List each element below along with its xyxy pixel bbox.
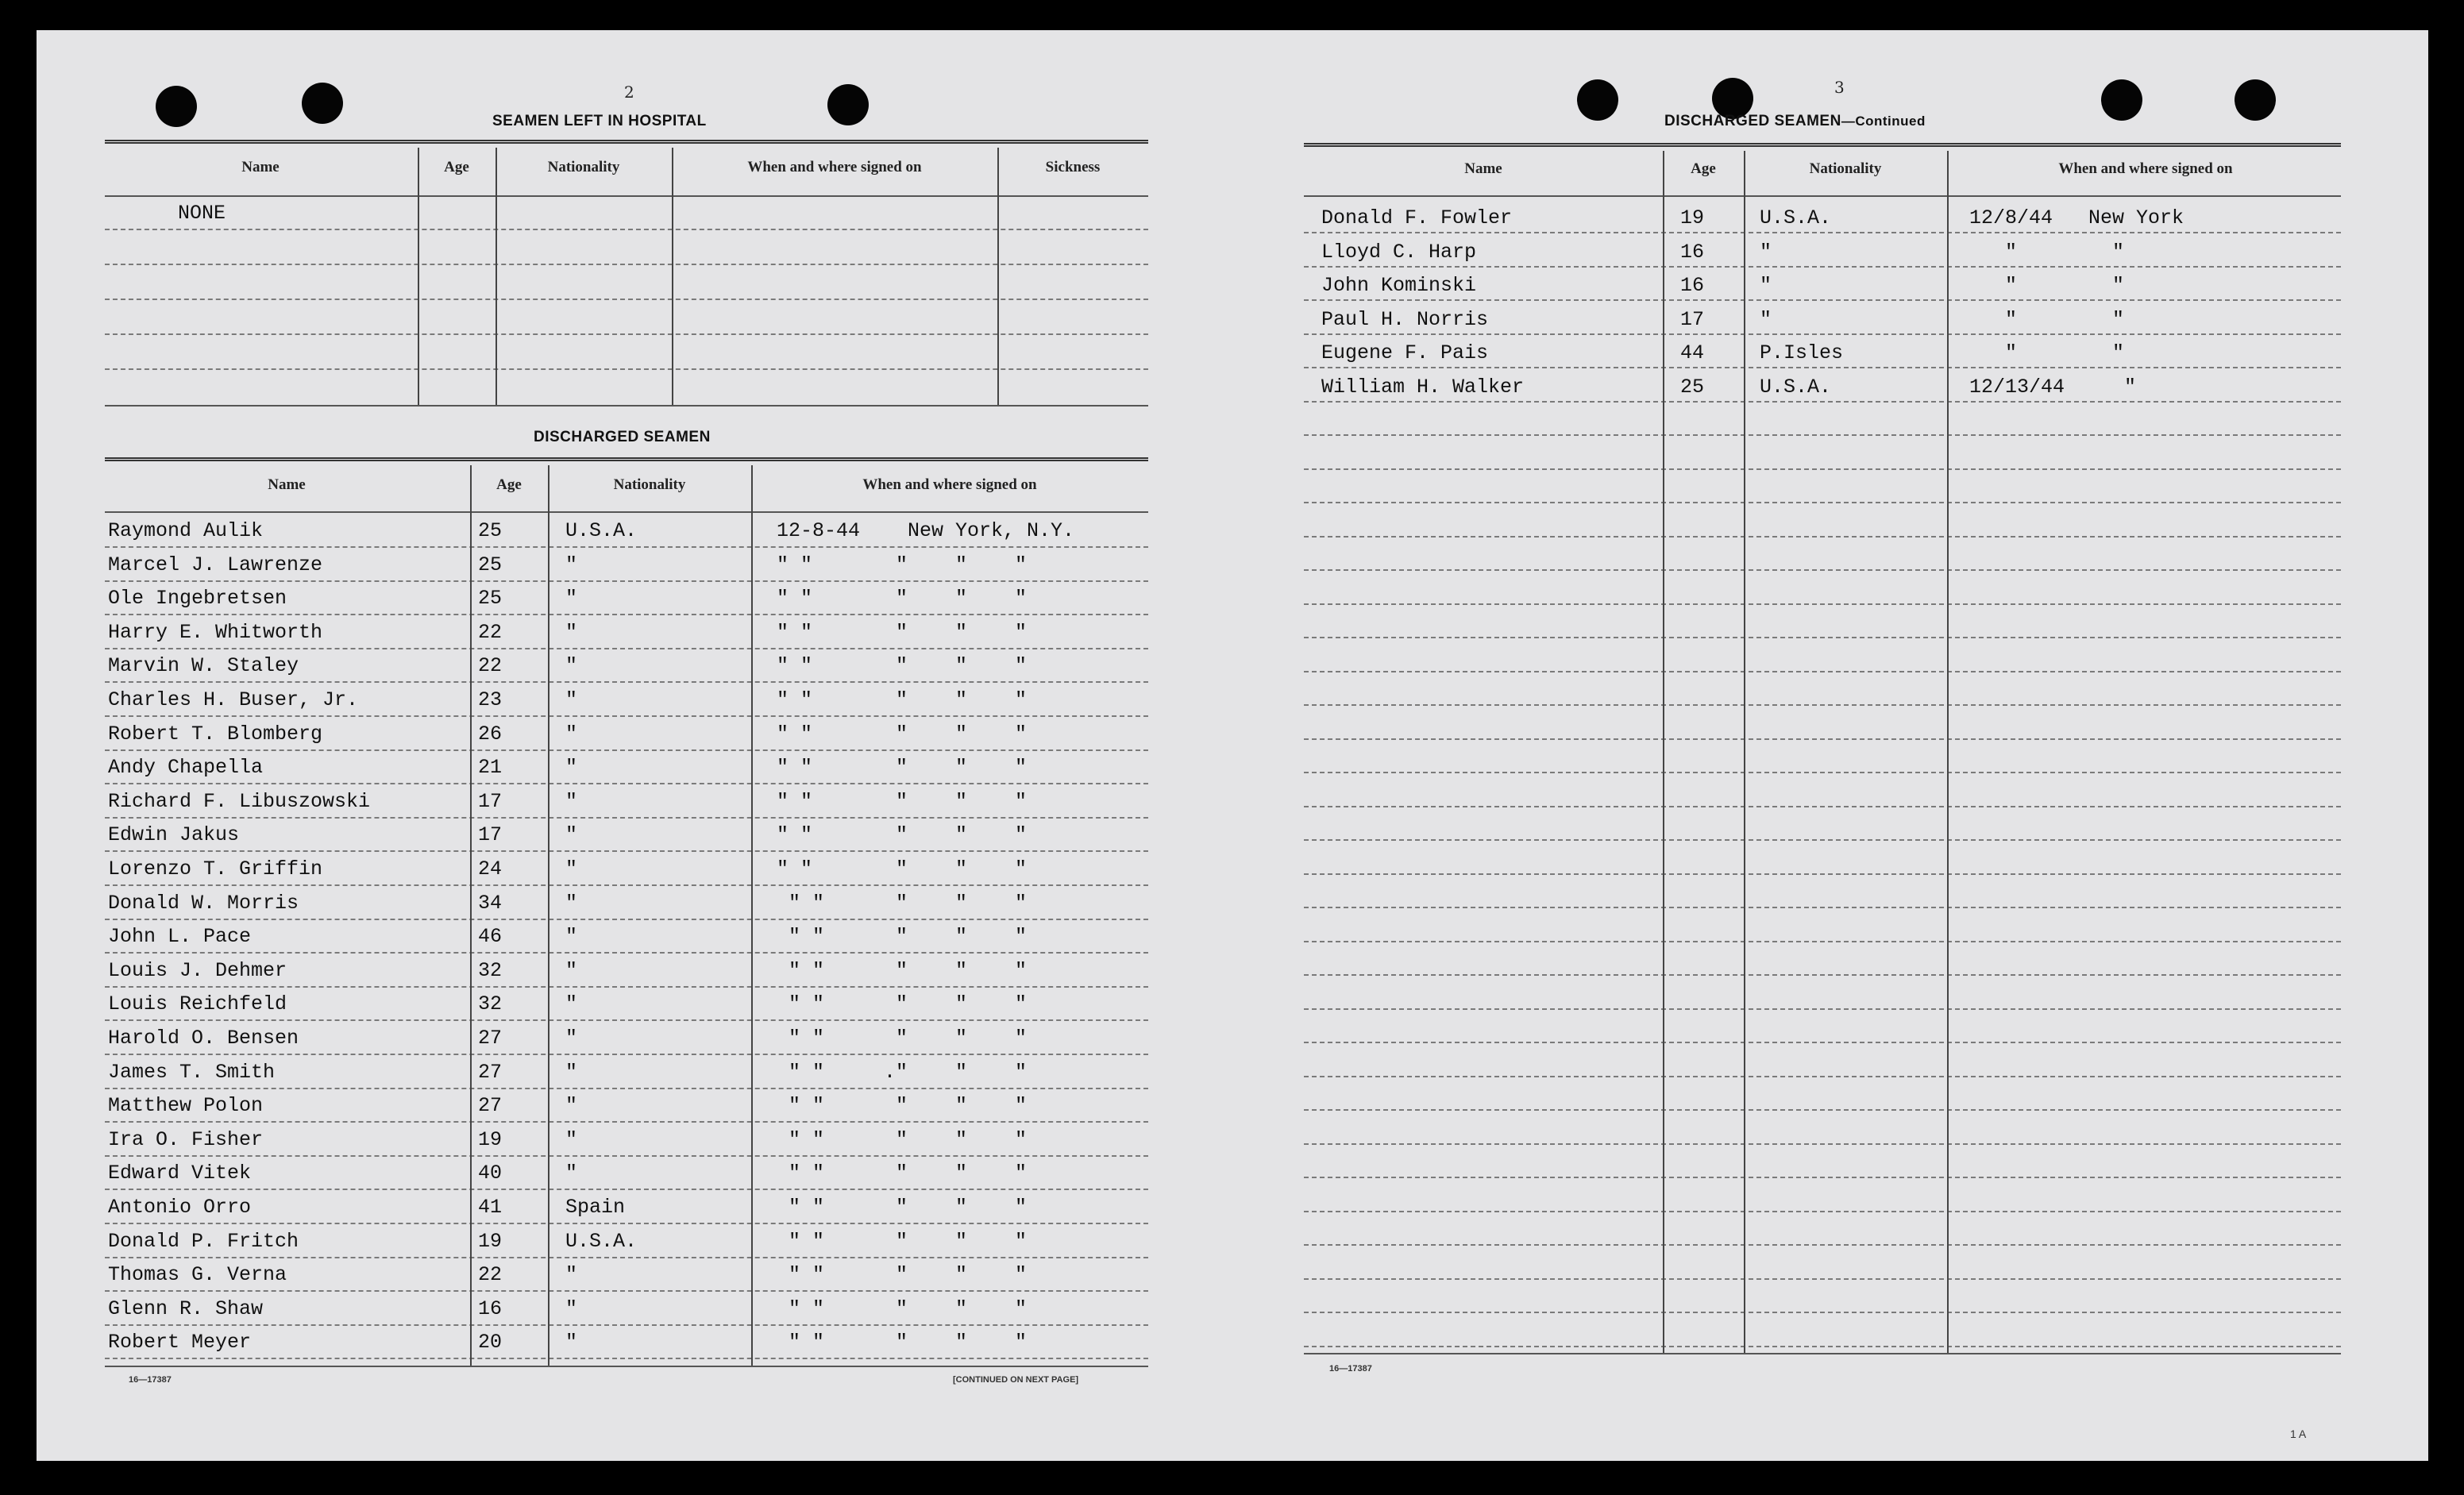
seaman-age: 27 (478, 1027, 503, 1050)
seaman-age: 22 (478, 621, 503, 644)
seaman-signed-on: " " " " " (777, 621, 1028, 644)
seaman-age: 17 (1680, 308, 1705, 331)
row-rule (105, 299, 1148, 300)
row-rule (1304, 299, 2341, 301)
row-rule (105, 850, 1148, 852)
column-header-nationality: Nationality (547, 159, 620, 175)
seaman-signed-on: " " " " " (777, 1128, 1028, 1151)
table-bottom-rule (105, 405, 1148, 407)
discharged-continued-title (1664, 113, 1926, 130)
seaman-name: John L. Pace (108, 925, 252, 948)
table-bottom-rule (105, 1366, 1148, 1367)
row-rule (1304, 468, 2341, 470)
column-header-signed-on: When and where signed on (862, 476, 1037, 493)
row-rule (1304, 974, 2341, 976)
header-rule (105, 195, 1148, 197)
seaman-age: 24 (478, 857, 503, 880)
seaman-name: Robert T. Blomberg (108, 722, 323, 746)
hospital-section-title: SEAMEN LEFT IN HOSPITAL (492, 113, 707, 129)
column-header-sickness: Sickness (1045, 159, 1101, 175)
seaman-signed-on: " " (1969, 341, 2125, 364)
row-rule (105, 580, 1148, 582)
column-divider (548, 465, 549, 1366)
row-rule (105, 1155, 1148, 1157)
row-rule (1304, 738, 2341, 740)
seaman-nationality: " (565, 1094, 578, 1117)
seaman-signed-on: " " " " " (777, 1027, 1028, 1050)
row-rule (1304, 1312, 2341, 1313)
seaman-signed-on: " " " " " (777, 823, 1028, 846)
form-number: 16—17387 (129, 1375, 172, 1385)
seaman-age: 16 (1680, 241, 1705, 264)
column-header-age: Age (1691, 160, 1716, 177)
seaman-age: 19 (478, 1128, 503, 1151)
seaman-name: Raymond Aulik (108, 519, 264, 542)
seaman-nationality: " (565, 790, 578, 813)
seaman-name: Edwin Jakus (108, 823, 240, 846)
table-bottom-rule (1304, 1353, 2341, 1354)
row-rule (1304, 536, 2341, 538)
seaman-nationality: " (565, 959, 578, 982)
seaman-signed-on: " " " " " (777, 959, 1028, 982)
punch-hole (827, 84, 869, 125)
seaman-name: Glenn R. Shaw (108, 1297, 264, 1320)
row-rule (1304, 401, 2341, 403)
seaman-name: Louis Reichfeld (108, 992, 287, 1015)
seaman-age: 46 (478, 925, 503, 948)
row-rule (1304, 907, 2341, 908)
seaman-nationality: U.S.A. (565, 1230, 638, 1253)
row-rule (1304, 806, 2341, 807)
row-rule (1304, 569, 2341, 571)
column-divider (418, 148, 419, 405)
seaman-name: Thomas G. Verna (108, 1263, 287, 1286)
column-header-name: Name (268, 476, 306, 493)
column-header-age: Age (496, 476, 522, 493)
seaman-signed-on: " " " " " (777, 1094, 1028, 1117)
seaman-nationality: " (565, 1297, 578, 1320)
column-header-signed-on: When and where signed on (2058, 160, 2233, 177)
seaman-name: Charles H. Buser, Jr. (108, 688, 359, 711)
seaman-nationality: U.S.A. (1760, 206, 1832, 229)
row-rule (105, 817, 1148, 819)
seaman-name: Lloyd C. Harp (1321, 241, 1477, 264)
column-header-name: Name (241, 159, 280, 175)
row-rule (1304, 1346, 2341, 1347)
row-rule (105, 681, 1148, 683)
seaman-nationality: " (565, 756, 578, 779)
row-rule (105, 264, 1148, 265)
row-rule (105, 1358, 1148, 1359)
seaman-nationality: " (565, 1128, 578, 1151)
seaman-name: Eugene F. Pais (1321, 341, 1489, 364)
punch-hole (156, 86, 197, 127)
seaman-nationality: " (565, 1263, 578, 1286)
row-rule (1304, 941, 2341, 942)
seaman-name: Harry E. Whitworth (108, 621, 323, 644)
seaman-signed-on: " " " " " (777, 1297, 1028, 1320)
row-rule (1304, 333, 2341, 335)
seaman-name: William H. Walker (1321, 376, 1525, 399)
seaman-nationality: P.Isles (1760, 341, 1844, 364)
seaman-age: 25 (478, 553, 503, 576)
row-rule (1304, 434, 2341, 436)
seaman-age: 27 (478, 1094, 503, 1117)
row-rule (1304, 1177, 2341, 1178)
column-header-age: Age (444, 159, 469, 175)
seaman-signed-on: 12/13/44 " (1969, 376, 2137, 399)
row-rule (105, 749, 1148, 751)
row-rule (105, 1257, 1148, 1258)
column-header-signed-on: When and where signed on (747, 159, 922, 175)
seaman-name: Marcel J. Lawrenze (108, 553, 323, 576)
seaman-name: Paul H. Norris (1321, 308, 1489, 331)
seaman-signed-on: " " " " " (777, 790, 1028, 813)
row-rule (1304, 367, 2341, 368)
row-rule (105, 986, 1148, 988)
row-rule (105, 229, 1148, 230)
row-rule (105, 368, 1148, 370)
row-rule (105, 614, 1148, 615)
row-rule (105, 648, 1148, 649)
seaman-nationality: " (565, 1162, 578, 1185)
punch-hole (2101, 79, 2142, 121)
row-rule (1304, 502, 2341, 503)
double-rule (105, 457, 1148, 461)
seaman-signed-on: " " " " " (777, 892, 1028, 915)
seaman-age: 16 (478, 1297, 503, 1320)
row-rule (105, 1223, 1148, 1224)
seaman-name: Edward Vitek (108, 1162, 252, 1185)
seaman-age: 17 (478, 823, 503, 846)
seaman-signed-on: " " " " " (777, 857, 1028, 880)
seaman-name: Lorenzo T. Griffin (108, 857, 323, 880)
seaman-age: 41 (478, 1196, 503, 1219)
seaman-nationality: " (1760, 308, 1772, 331)
seaman-nationality: " (565, 1061, 578, 1084)
seaman-age: 44 (1680, 341, 1705, 364)
seaman-signed-on: " " " " " (777, 1263, 1028, 1286)
row-rule (105, 919, 1148, 920)
seaman-name: Andy Chapella (108, 756, 264, 779)
seaman-signed-on: " " (1969, 308, 2125, 331)
seaman-name: Richard F. Libuszowski (108, 790, 371, 813)
seaman-signed-on: " " " " " (777, 587, 1028, 610)
row-rule (105, 1290, 1148, 1292)
column-header-nationality: Nationality (1809, 160, 1882, 177)
column-divider (751, 465, 753, 1366)
row-rule (1304, 1211, 2341, 1212)
seaman-nationality: " (1760, 241, 1772, 264)
seaman-signed-on: " " " " " (777, 1230, 1028, 1253)
column-divider (1947, 151, 1949, 1353)
seaman-nationality: " (565, 1027, 578, 1050)
row-rule (1304, 266, 2341, 268)
seaman-nationality: " (565, 857, 578, 880)
seaman-signed-on: " " ." " " (777, 1061, 1028, 1084)
double-rule (1304, 143, 2341, 147)
row-rule (1304, 637, 2341, 638)
row-rule (1304, 1008, 2341, 1010)
column-header-name: Name (1464, 160, 1502, 177)
seaman-name: Ira O. Fisher (108, 1128, 264, 1151)
column-header-nationality: Nationality (613, 476, 686, 493)
column-divider (997, 148, 999, 405)
seaman-name: Donald W. Morris (108, 892, 299, 915)
seaman-age: 19 (478, 1230, 503, 1253)
seaman-nationality: " (565, 892, 578, 915)
seaman-nationality: " (565, 823, 578, 846)
seaman-signed-on: " " " " " (777, 1196, 1028, 1219)
column-divider (672, 148, 673, 405)
column-divider (470, 465, 472, 1366)
row-rule (105, 1121, 1148, 1123)
header-rule (105, 511, 1148, 513)
continued-note: [CONTINUED ON NEXT PAGE] (953, 1375, 1079, 1385)
row-rule (1304, 873, 2341, 875)
seaman-signed-on: " " " " " (777, 925, 1028, 948)
seaman-age: 34 (478, 892, 503, 915)
seaman-signed-on: " " " " " (777, 992, 1028, 1015)
seaman-signed-on: " " (1969, 274, 2125, 297)
seaman-name: Louis J. Dehmer (108, 959, 287, 982)
discharged-section-title: DISCHARGED SEAMEN (534, 429, 711, 445)
seaman-age: 27 (478, 1061, 503, 1084)
seaman-signed-on: " " (1969, 241, 2125, 264)
column-divider (495, 148, 497, 405)
title-main: DISCHARGED SEAMEN (1664, 113, 1841, 129)
seaman-nationality: " (565, 654, 578, 677)
seaman-age: 32 (478, 959, 503, 982)
row-rule (105, 1019, 1148, 1021)
row-rule (105, 783, 1148, 784)
seaman-nationality: " (565, 688, 578, 711)
seaman-age: 22 (478, 1263, 503, 1286)
double-rule (105, 140, 1148, 144)
seaman-signed-on: " " " " " (777, 756, 1028, 779)
row-rule (1304, 772, 2341, 773)
header-rule (1304, 195, 2341, 197)
seaman-signed-on: " " " " " (777, 722, 1028, 746)
seaman-signed-on: " " " " " (777, 1331, 1028, 1354)
row-rule (1304, 704, 2341, 706)
row-rule (1304, 1042, 2341, 1043)
seaman-nationality: " (1760, 274, 1772, 297)
seaman-age: 19 (1680, 206, 1705, 229)
seaman-nationality: " (565, 553, 578, 576)
seaman-nationality: " (565, 722, 578, 746)
seaman-nationality: U.S.A. (565, 519, 638, 542)
row-rule (1304, 1076, 2341, 1077)
seaman-name: Donald P. Fritch (108, 1230, 299, 1253)
punch-hole (1577, 79, 1618, 121)
row-rule (105, 1088, 1148, 1089)
row-rule (105, 546, 1148, 548)
seaman-signed-on: " " " " " (777, 1162, 1028, 1185)
seaman-nationality: " (565, 992, 578, 1015)
form-number: 16—17387 (1329, 1364, 1372, 1374)
row-rule (105, 333, 1148, 335)
seaman-signed-on: " " " " " (777, 688, 1028, 711)
row-rule (105, 1189, 1148, 1190)
seaman-age: 20 (478, 1331, 503, 1354)
seaman-nationality: U.S.A. (1760, 376, 1832, 399)
row-rule (105, 715, 1148, 717)
seaman-age: 22 (478, 654, 503, 677)
margin-mark: 1 A (2290, 1428, 2307, 1440)
hospital-entry: NONE (178, 202, 226, 225)
row-rule (105, 884, 1148, 886)
row-rule (1304, 839, 2341, 841)
seaman-age: 21 (478, 756, 503, 779)
row-rule (1304, 603, 2341, 605)
seaman-name: John Kominski (1321, 274, 1477, 297)
row-rule (1304, 1109, 2341, 1111)
column-divider (1663, 151, 1664, 1353)
seaman-name: James T. Smith (108, 1061, 276, 1084)
seaman-signed-on: 12/8/44 New York (1969, 206, 2184, 229)
row-rule (105, 952, 1148, 954)
page-number: 2 (624, 83, 634, 102)
seaman-signed-on: " " " " " (777, 553, 1028, 576)
seaman-signed-on: 12-8-44 New York, N.Y. (777, 519, 1075, 542)
row-rule (1304, 232, 2341, 233)
seaman-nationality: " (565, 1331, 578, 1354)
seaman-age: 26 (478, 722, 503, 746)
seaman-name: Donald F. Fowler (1321, 206, 1513, 229)
row-rule (105, 1324, 1148, 1326)
seaman-nationality: " (565, 621, 578, 644)
seaman-name: Marvin W. Staley (108, 654, 299, 677)
row-rule (1304, 1143, 2341, 1145)
row-rule (1304, 1244, 2341, 1246)
punch-hole (2235, 79, 2276, 121)
seaman-nationality: Spain (565, 1196, 626, 1219)
row-rule (1304, 1278, 2341, 1280)
row-rule (1304, 671, 2341, 672)
title-suffix: —Continued (1841, 114, 1926, 129)
seaman-name: Ole Ingebretsen (108, 587, 287, 610)
seaman-name: Robert Meyer (108, 1331, 252, 1354)
page-number: 3 (1834, 78, 1845, 97)
seaman-age: 17 (478, 790, 503, 813)
seaman-age: 32 (478, 992, 503, 1015)
row-rule (105, 1054, 1148, 1055)
seaman-signed-on: " " " " " (777, 654, 1028, 677)
seaman-age: 25 (478, 519, 503, 542)
seaman-age: 25 (1680, 376, 1705, 399)
seaman-age: 16 (1680, 274, 1705, 297)
seaman-age: 25 (478, 587, 503, 610)
seaman-nationality: " (565, 587, 578, 610)
seaman-name: Harold O. Bensen (108, 1027, 299, 1050)
seaman-nationality: " (565, 925, 578, 948)
seaman-age: 40 (478, 1162, 503, 1185)
seaman-name: Antonio Orro (108, 1196, 252, 1219)
punch-hole (302, 83, 343, 124)
seaman-age: 23 (478, 688, 503, 711)
seaman-name: Matthew Polon (108, 1094, 264, 1117)
column-divider (1744, 151, 1745, 1353)
